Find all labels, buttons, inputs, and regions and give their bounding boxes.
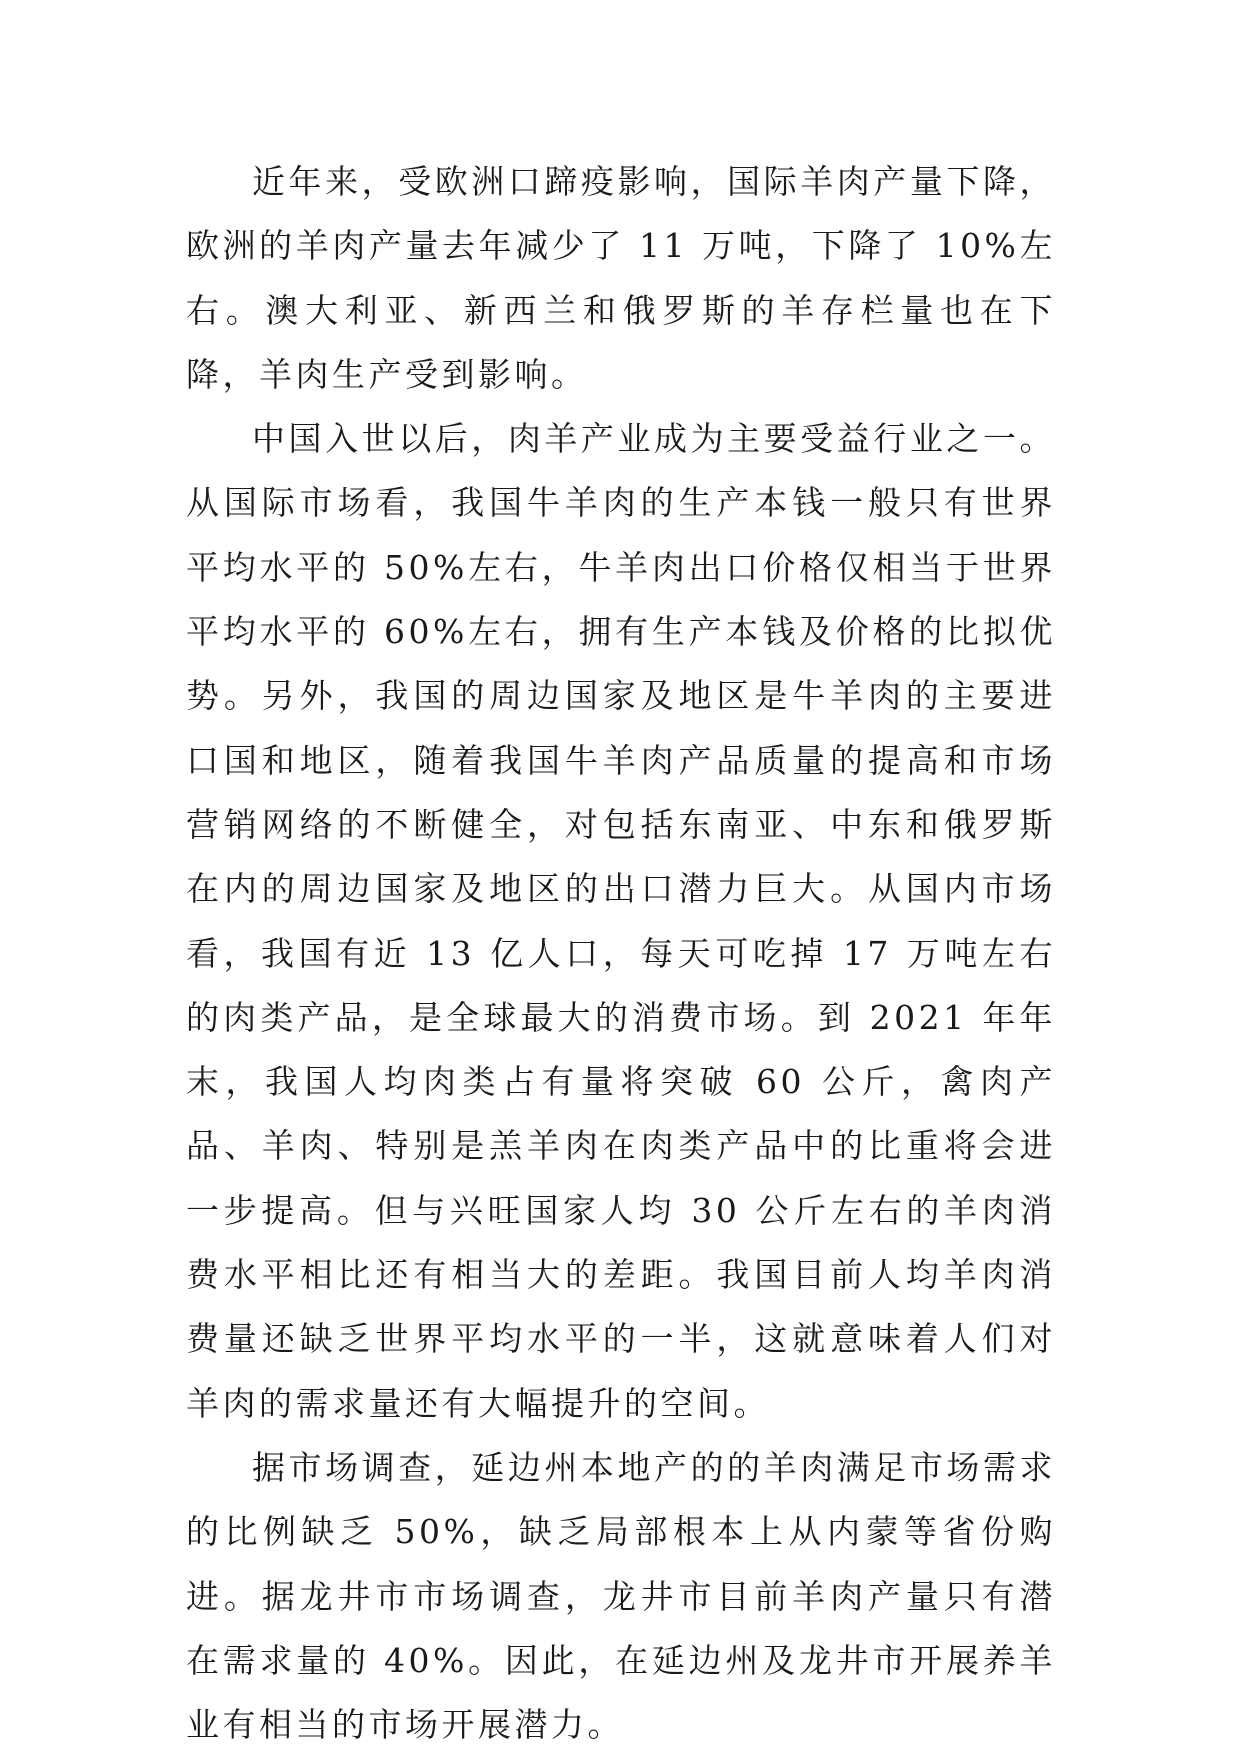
paragraph-europe-mutton-production: 近年来，受欧洲口蹄疫影响，国际羊肉产量下降，欧洲的羊肉产量去年减少了 11 万吨，下降了 10%左右。澳大利亚、新西兰和俄罗斯的羊存栏量也在下降，羊肉生产受到影响。 xyxy=(186,162,1056,394)
paragraph-yanbian-market-survey: 据市场调查，延边州本地产的的羊肉满足市场需求的比例缺乏 50%，缺乏局部根本上从内蒙等省份购进。据龙井市市场调查，龙井市目前羊肉产量只有潜在需求量的 40%。因此，在延边州及龙井市开展养羊业有相当的市场开展潜力。 xyxy=(186,1447,1056,1745)
paragraph-china-market-analysis: 中国入世以后，肉羊产业成为主要受益行业之一。从国际市场看，我国牛羊肉的生产本钱一般只有世界平均水平的 50%左右，牛羊肉出口价格仅相当于世界平均水平的 60%左右，拥有生产本钱及价格的比拟优势。另外，我国的周边国家及地区是牛羊肉的主要进口国和地区，随着我国牛羊肉产品质量的提高和市场营销网络的不断健全，对包括东南亚、中东和俄罗斯在内的周边国家及地区的出口潜力巨大。从国内市场看，我国有近 13 亿人口，每天可吃掉 17 万吨左右的肉类产品，是全球最大的消费市场。到 2021 年年末，我国人均肉类占有量将突破 60 公斤，禽肉产品、羊肉、特别是羔羊肉在肉类产品中的比重将会进一步提高。但与兴旺国家人均 30 公斤左右的羊肉消费水平相比还有相当大的差距。我国目前人均羊肉消费量还缺乏世界平均水平的一半，这就意味着人们对羊肉的需求量还有大幅提升的空间。 xyxy=(186,419,1056,1423)
document-body xyxy=(186,150,1056,1757)
